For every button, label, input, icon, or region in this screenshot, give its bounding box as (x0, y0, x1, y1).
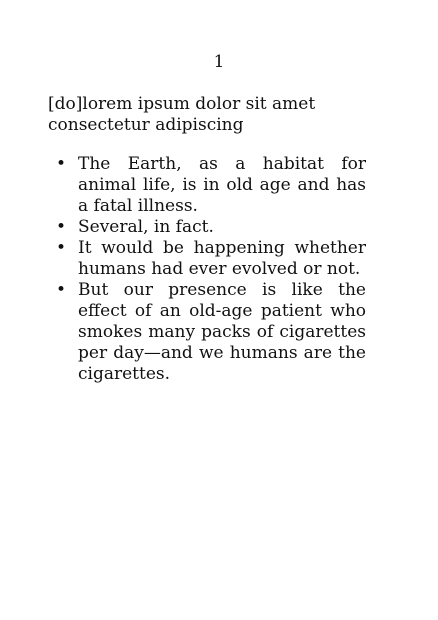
list-item (48, 280, 366, 385)
page-number: 1 (213, 52, 225, 72)
bullet-icon: • (56, 217, 67, 237)
list-item-text: It would be happening whether humans had ever evolved or not. (78, 238, 366, 279)
list-item-text: The Earth, as a habitat for animal life, is in old age and has a fatal illness. (78, 154, 366, 216)
intro-paragraph: [do]lorem ipsum dolor sit amet consectetur adipiscing (48, 94, 316, 135)
list-item (48, 217, 366, 238)
list-item-text: But our presence is like the effect of an old-age patient who smokes many packs of cigarettes per day—and we humans are the cigarettes. (78, 280, 366, 384)
bullet-icon: • (56, 280, 67, 300)
page-body (48, 94, 366, 385)
bullet-list (48, 154, 366, 385)
list-item (48, 154, 366, 217)
bullet-icon: • (56, 154, 67, 174)
list-item-text: Several, in fact. (78, 217, 214, 237)
list-item (48, 238, 366, 280)
bullet-icon: • (56, 238, 67, 258)
